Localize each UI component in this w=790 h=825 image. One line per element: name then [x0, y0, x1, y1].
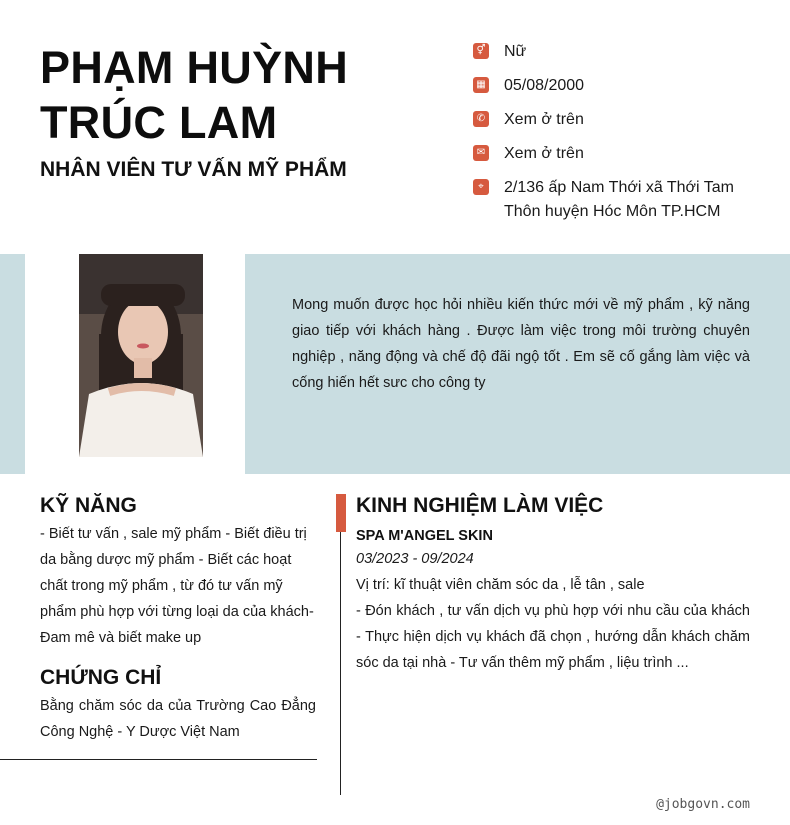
section-divider-horizontal: [0, 759, 317, 760]
position-text: Vị trí: kĩ thuật viên chăm sóc da , lễ tân , sale: [356, 577, 645, 593]
calendar-icon: ▦: [473, 77, 489, 93]
contact-dob: [473, 74, 773, 98]
skills-text: - Biết tư vấn , sale mỹ phẩm - Biết điều trị da bằng dược mỹ phẩm - Biết các hoạt chất trong mỹ phẩm , từ đó tư vấn mỹ phẩm phù hợp với từng loại da của khách- Đam mê và biết make up: [40, 526, 314, 646]
dob-value: 05/08/2000: [504, 77, 585, 94]
certificates-heading: CHỨNG CHỈ: [40, 666, 162, 689]
name-line-1: PHẠM HUỲNH: [40, 42, 349, 93]
watermark-link[interactable]: @jobgovn.com: [656, 797, 750, 812]
career-objective: Mong muốn được học hỏi nhiều kiến thức mới về mỹ phẩm , kỹ năng giao tiếp với khách hàng . Được làm việc trong môi trường chuyên nghiệp , năng động và chế độ đãi ngộ tốt . Em sẽ cố gắng làm việc và cống hiến hết sưc cho công ty: [292, 297, 750, 391]
phone-value: Xem ở trên: [504, 111, 584, 128]
experience-accent-bar: [336, 494, 346, 532]
phone-icon: ✆: [473, 111, 489, 127]
email-icon: ✉: [473, 145, 489, 161]
portrait-image: [79, 254, 203, 457]
gender-value: Nữ: [504, 43, 527, 60]
contact-address: [473, 176, 773, 224]
location-icon: ⌖: [473, 179, 489, 195]
contact-phone: [473, 108, 773, 132]
experience-description: - Đón khách , tư vấn dịch vụ phù hợp với nhu cầu của khách - Thực hiện dịch vụ khách đã chọn , hướng dẫn khách chăm sóc da tại nhà - Tư vấn thêm mỹ phẩm , liệu trình ...: [356, 603, 750, 671]
avatar: [79, 254, 203, 457]
contact-email: [473, 142, 773, 166]
job-title: NHÂN VIÊN TƯ VẤN MỸ PHẨM: [40, 158, 347, 181]
band-left: [0, 254, 25, 474]
name-line-2: TRÚC LAM: [40, 97, 278, 148]
gender-icon: ⚥: [473, 43, 489, 59]
experience-heading: KINH NGHIỆM LÀM VIỆC: [356, 494, 604, 517]
email-value: Xem ở trên: [504, 145, 584, 162]
employment-dates: 03/2023 - 09/2024: [356, 551, 474, 567]
certificates-text: Bằng chăm sóc da của Trường Cao Đẳng Công Nghệ - Y Dược Việt Nam: [40, 698, 316, 740]
contact-info: [473, 40, 773, 234]
contact-gender: [473, 40, 773, 64]
company-name: SPA M'ANGEL SKIN: [356, 528, 493, 544]
candidate-name: [40, 40, 348, 150]
section-divider-vertical: [340, 532, 341, 795]
skills-heading: KỸ NĂNG: [40, 494, 137, 517]
address-value: 2/136 ấp Nam Thới xã Thới Tam Thôn huyện Hóc Môn TP.HCM: [504, 179, 734, 220]
